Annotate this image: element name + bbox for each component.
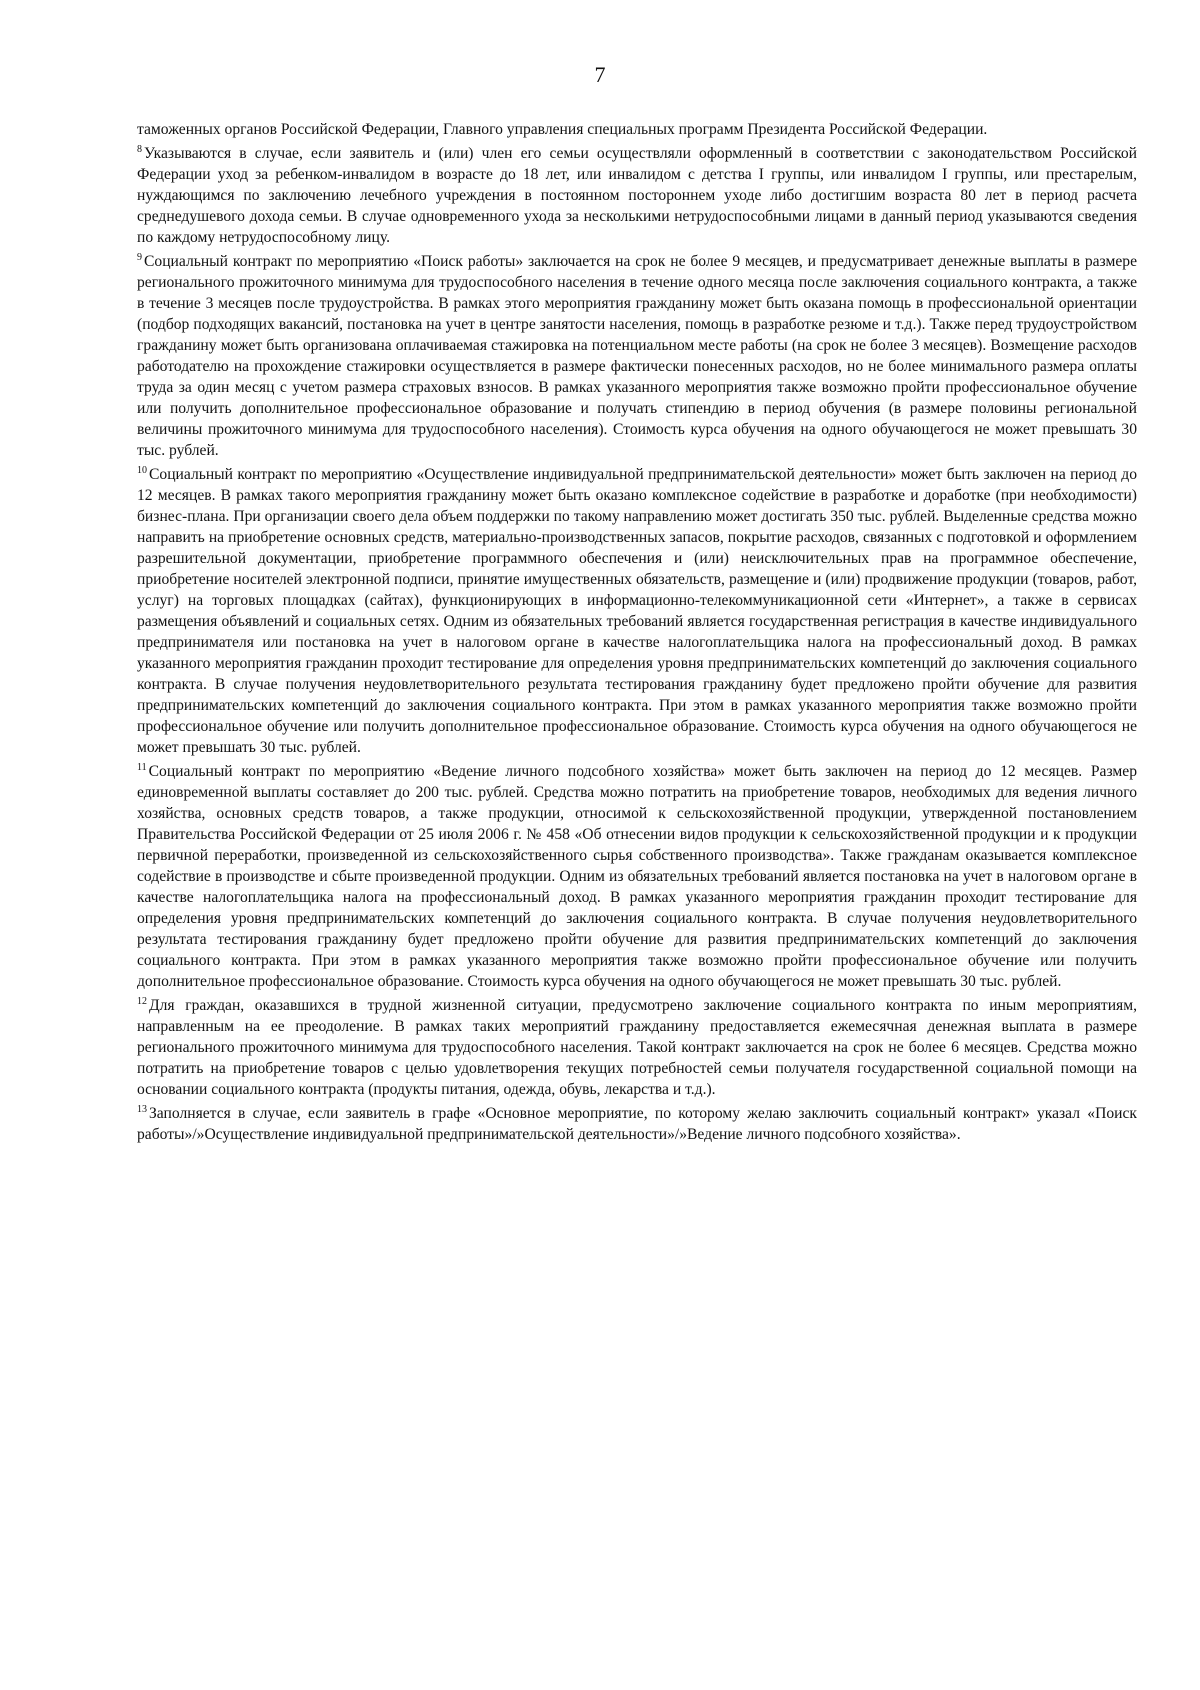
footnote-10: [137, 464, 1137, 758]
footnote-11: [137, 761, 1137, 992]
footnote-text: Заполняется в случае, если заявитель в графе «Основное мероприятие, по которому желаю заключить социальный контракт» указал «Поиск работы»/»Осуществление индивидуальной предпринимательской деятельности»/»Ведение личного подсобного хозяйства».: [137, 1105, 1137, 1143]
footnote-12: [137, 995, 1137, 1100]
footnote-marker: 10: [137, 464, 147, 476]
footnote-marker: 8: [137, 143, 142, 155]
intro-text: таможенных органов Российской Федерации, Главного управления специальных программ Президента Российской Федерации.: [137, 121, 988, 138]
footnote-text: Социальный контракт по мероприятию «Осуществление индивидуальной предпринимательской деятельности» может быть заключен на период до 12 месяцев. В рамках такого мероприятия гражданину может быть оказано комплексное содействие в разработке и доработке (при необходимости) бизнес-плана. При организации своего дела объем поддержки по такому направлению может достигать 350 тыс. рублей. Выделенные средства можно направить на приобретение основных средств, материально-производственных запасов, покрытие расходов, связанных с подготовкой и оформлением разрешительной документации, приобретение программного обеспечения и (или) неисключительных прав на программное обеспечение, приобретение носителей электронной подписи, принятие имущественных обязательств, размещение и (или) продвижение продукции (товаров, работ, услуг) на торговых площадках (сайтах), функционирующих в информационно-телекоммуникационной сети «Интернет», а также в сервисах размещения объявлений и социальных сетях. Одним из обязательных требований является государственная регистрация в качестве индивидуального предпринимателя или постановка на учет в налоговом органе в качестве налогоплательщика налога на профессиональный доход. В рамках указанного мероприятия гражданин проходит тестирование для определения уровня предпринимательских компетенций до заключения социального контракта. В случае получения неудовлетворительного результата тестирования гражданину будет предложено пройти обучение для развития предпринимательских компетенций до заключения социального контракта. При этом в рамках указанного мероприятия также возможно пройти профессиональное обучение или получить дополнительное профессиональное образование. Стоимость курса обучения на одного обучающегося не может превышать 30 тыс. рублей.: [137, 466, 1137, 756]
footnote-text: Для граждан, оказавшихся в трудной жизненной ситуации, предусмотрено заключение социального контракта по иным мероприятиям, направленным на ее преодоление. В рамках таких мероприятий гражданину предоставляется ежемесячная денежная выплата в размере регионального прожиточного минимума для трудоспособного населения. Такой контракт заключается на срок не более 6 месяцев. Средства можно потратить на приобретение товаров с целью удовлетворения текущих потребностей семьи получателя государственной социальной помощи на основании социального контракта (продукты питания, одежда, обувь, лекарства и т.д.).: [137, 997, 1137, 1098]
footnote-marker: 9: [137, 251, 142, 263]
page-number: 7: [594, 62, 606, 87]
footnote-marker: 11: [137, 761, 147, 773]
footnote-marker: 13: [137, 1103, 147, 1115]
footnote-8: [137, 143, 1137, 248]
footnote-9: [137, 251, 1137, 461]
footnote-text: Указываются в случае, если заявитель и (или) член его семьи осуществляли оформленный в соответствии с законодательством Российской Федерации уход за ребенком-инвалидом в возрасте до 18 лет, или инвалидом с детства I группы, или инвалидом I группы, или престарелым, нуждающимся по заключению лечебного учреждения в постоянном постороннем уходе либо достигшим возраста 80 лет в период расчета среднедушевого дохода семьи. В случае одновременного ухода за несколькими нетрудоспособными лицами в данный период указываются сведения по каждому нетрудоспособному лицу.: [137, 145, 1137, 246]
footnote-13: [137, 1103, 1137, 1145]
footnote-text: Социальный контракт по мероприятию «Ведение личного подсобного хозяйства» может быть заключен на период до 12 месяцев. Размер единовременной выплаты составляет до 200 тыс. рублей. Средства можно потратить на приобретение товаров, необходимых для ведения личного хозяйства, основных средств товаров, а также продукции, относимой к сельскохозяйственной продукции, утвержденной постановлением Правительства Российской Федерации от 25 июля 2006 г. № 458 «Об отнесении видов продукции к сельскохозяйственной продукции и к продукции первичной переработки, произведенной из сельскохозяйственного сырья собственного производства». Также гражданам оказывается комплексное содействие в производстве и сбыте произведенной продукции. Одним из обязательных требований является постановка на учет в налоговом органе в качестве налогоплательщика налога на профессиональный доход. В рамках указанного мероприятия гражданин проходит тестирование для определения уровня предпринимательских компетенций до заключения социального контракта. В случае получения неудовлетворительного результата тестирования гражданину будет предложено пройти обучение для развития предпринимательских компетенций до заключения социального контракта. При этом в рамках указанного мероприятия также возможно пройти профессиональное обучение или получить дополнительное профессиональное образование. Стоимость курса обучения на одного обучающегося не может превышать 30 тыс. рублей.: [137, 763, 1137, 990]
footnote-marker: 12: [137, 995, 147, 1007]
footnote-text: Социальный контракт по мероприятию «Поиск работы» заключается на срок не более 9 месяцев, и предусматривает денежные выплаты в размере регионального прожиточного минимума для трудоспособного населения в течение одного месяца после заключения социального контракта, а также в течение 3 месяцев после трудоустройства. В рамках этого мероприятия гражданину может быть оказана помощь в профессиональной ориентации (подбор подходящих вакансий, постановка на учет в центре занятости населения, помощь в разработке резюме и т.д.). Также перед трудоустройством гражданину может быть организована оплачиваемая стажировка на потенциальном месте работы (на срок не более 3 месяцев). Возмещение расходов работодателю на прохождение стажировки осуществляется в размере фактически понесенных расходов, но не более минимального размера оплаты труда за один месяц с учетом размера страховых взносов. В рамках указанного мероприятия также возможно пройти профессиональное обучение или получить дополнительное профессиональное образование и получать стипендию в период обучения (в размере половины региональной величины прожиточного минимума для трудоспособного населения). Стоимость курса обучения на одного обучающегося не может превышать 30 тыс. рублей.: [137, 253, 1137, 459]
footnotes-section: [137, 119, 1137, 1145]
